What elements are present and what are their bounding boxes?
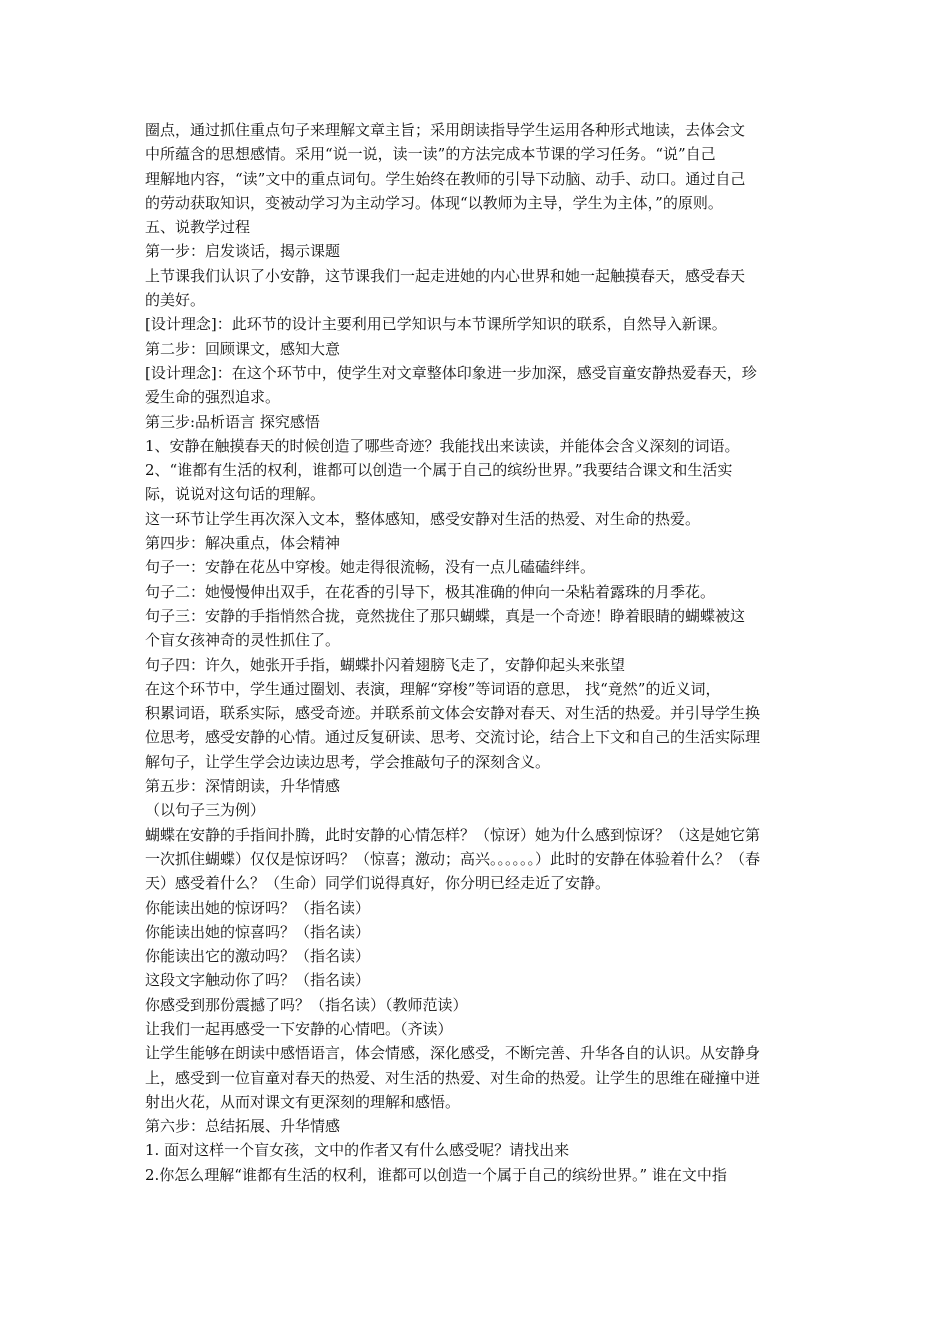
text-line: 的劳动获取知识，变被动学习为主动学习。体现“以教师为主导，学生为主体，”的原则。 — [145, 193, 723, 212]
document-body — [145, 118, 810, 1187]
text-line: 理解地内容，“读”文中的重点词句。学生始终在教师的引导下动脑、动手、动口。通过自己 — [145, 169, 746, 188]
text-line: 第四步：解决重点，体会精神 — [145, 534, 341, 553]
text-line: [设计理念]：在这个环节中，使学生对文章整体印象进一步加深，感受盲童安静热爱春天，珍 — [145, 363, 757, 382]
text-line: 积累词语，联系实际，感受奇迹。并联系前文体会安静对春天、对生活的热爱。并引导学生换 — [145, 704, 761, 723]
text-line: 的美好。 — [145, 291, 206, 310]
text-line: 第三步:品析语言 探究感悟 — [145, 412, 320, 431]
text-line: 天）感受着什么？（生命）同学们说得真好，你分明已经走近了安静。 — [145, 874, 611, 893]
text-line: 2.你怎么理解“谁都有生活的权利，谁都可以创造一个属于自己的缤纷世界。” 谁在文中指 — [145, 1165, 727, 1184]
text-line: 让我们一起再感受一下安静的心情吧。（齐读） — [145, 1019, 453, 1038]
text-line: 中所蕴含的思想感情。采用“说一说，读一读”的方法完成本节课的学习任务。“说”自己 — [145, 145, 716, 164]
text-line: 在这个环节中，学生通过圈划、表演，理解“穿梭”等词语的意思， 找“竟然”的近义词， — [145, 679, 721, 698]
text-line: 这一环节让学生再次深入文本，整体感知，感受安静对生活的热爱、对生命的热爱。 — [145, 509, 701, 528]
text-line: 你感受到那份震撼了吗？（指名读）（教师范读） — [145, 995, 468, 1014]
text-line: 圈点，通过抓住重点句子来理解文章主旨；采用朗读指导学生运用各种形式地读，去体会文 — [145, 121, 746, 139]
text-line: 五、说教学过程 — [145, 218, 251, 237]
text-line: 第五步：深情朗读，升华情感 — [145, 777, 341, 796]
text-line: [设计理念]：此环节的设计主要利用已学知识与本节课所学知识的联系，自然导入新课。 — [145, 315, 727, 334]
text-line: 第六步：总结拓展、升华情感 — [145, 1117, 341, 1136]
text-line: 个盲女孩神奇的灵性抓住了。 — [145, 631, 341, 650]
text-line: 句子四：许久，她张开手指，蝴蝶扑闪着翅膀飞走了，安静仰起头来张望 — [145, 655, 626, 674]
text-line: （以句子三为例） — [145, 801, 266, 820]
text-line: 2、“谁都有生活的权利，谁都可以创造一个属于自己的缤纷世界。”我要结合课文和生活实 — [145, 461, 733, 480]
text-line: 解句子，让学生学会边读边思考，学会推敲句子的深刻含义。 — [145, 752, 551, 771]
text-line: 射出火花，从而对课文有更深刻的理解和感悟。 — [145, 1092, 461, 1111]
text-line: 你能读出它的激动吗？（指名读） — [145, 947, 371, 966]
text-line: 一次抓住蝴蝶）仅仅是惊讶吗？（惊喜；激动；高兴。。。。。。）此时的安静在体验着什么？（春 — [145, 849, 761, 868]
text-line: 句子一：安静在花丛中穿梭。她走得很流畅，没有一点儿磕磕绊绊。 — [145, 558, 596, 577]
text-line: 际，说说对这句话的理解。 — [145, 485, 326, 504]
text-line: 1. 面对这样一个盲女孩，文中的作者又有什么感受呢？请找出来 — [145, 1141, 570, 1160]
text-line: 位思考，感受安静的心情。通过反复研读、思考、交流讨论，结合上下文和自己的生活实际理 — [145, 728, 761, 747]
text-line: 这段文字触动你了吗？（指名读） — [145, 971, 371, 990]
text-line: 句子三：安静的手指悄然合拢，竟然拢住了那只蝴蝶，真是一个奇迹！睁着眼睛的蝴蝶被这 — [145, 606, 746, 625]
text-line: 上节课我们认识了小安静，这节课我们一起走进她的内心世界和她一起触摸春天，感受春天 — [145, 266, 746, 285]
text-line: 上，感受到一位盲童对春天的热爱、对生活的热爱、对生命的热爱。让学生的思维在碰撞中迸 — [145, 1068, 761, 1087]
text-line: 让学生能够在朗读中感悟语言，体会情感，深化感受，不断完善、升华各自的认识。从安静身 — [145, 1044, 761, 1063]
text-line: 你能读出她的惊讶吗？（指名读） — [145, 898, 371, 917]
text-line: 爱生命的强烈追求。 — [145, 388, 281, 407]
text-line: 1、安静在触摸春天的时候创造了哪些奇迹？我能找出来读读，并能体会含义深刻的词语。 — [145, 436, 740, 455]
text-line: 蝴蝶在安静的手指间扑腾，此时安静的心情怎样？（惊讶）她为什么感到惊讶？（这是她它第 — [145, 825, 761, 844]
text-line: 第二步：回顾课文，感知大意 — [145, 339, 341, 358]
text-line: 第一步：启发谈话，揭示课题 — [145, 242, 341, 261]
text-line: 你能读出她的惊喜吗？（指名读） — [145, 922, 371, 941]
text-line: 句子二：她慢慢伸出双手，在花香的引导下，极其准确的伸向一朵粘着露珠的月季花。 — [145, 582, 716, 601]
